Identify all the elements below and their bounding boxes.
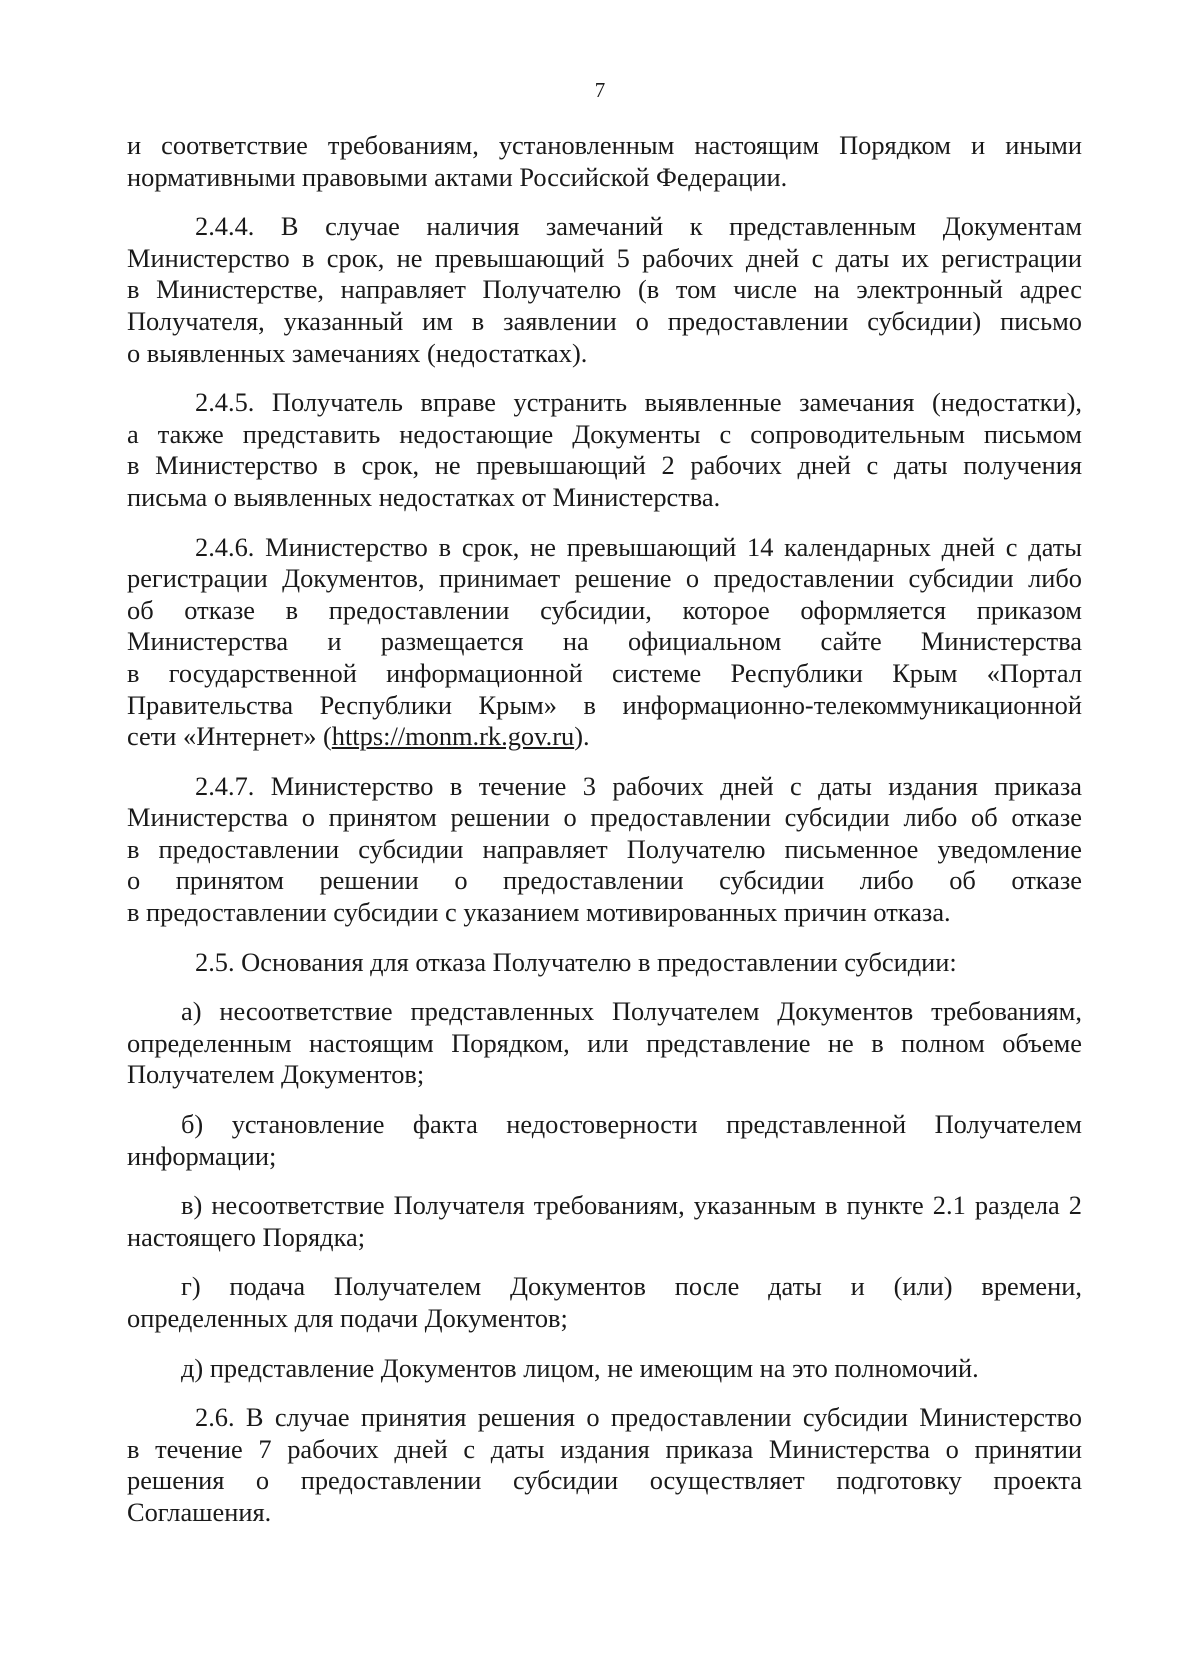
text-line: г) подача Получателем Документов после даты и (или) времени,	[181, 1271, 1082, 1302]
list-item-v	[127, 1190, 1082, 1253]
text-line: Соглашения.	[127, 1496, 272, 1527]
text-line: в Министерстве, направляет Получателю (в том числе на электронный адрес	[127, 274, 1082, 305]
text-line: о принятом решении о предоставлении субсидии либо об отказе	[127, 865, 1082, 896]
text-line: определенных для подачи Документов;	[127, 1303, 568, 1333]
text-fragment: ).	[574, 721, 590, 752]
list-item-b	[127, 1109, 1082, 1172]
text-line: в Министерство в срок, не превышающий 2 рабочих дней с даты получения	[127, 450, 1082, 481]
text-line: в предоставлении субсидии с указанием мотивированных причин отказа.	[127, 897, 951, 928]
text-fragment: сети «Интернет» (	[127, 721, 332, 752]
paragraph-2-4-6	[127, 532, 1082, 753]
text-line: в предоставлении субсидии направляет Получателю письменное уведомление	[127, 833, 1082, 864]
text-line	[127, 721, 1082, 753]
document-body	[127, 130, 1082, 1547]
text-line: 2.4.5. Получатель вправе устранить выявленные замечания (недостатки),	[195, 387, 1082, 418]
paragraph-2-5	[127, 947, 1082, 979]
text-line: Министерства о принятом решении о предоставлении субсидии либо об отказе	[127, 802, 1082, 833]
text-line: настоящего Порядка;	[127, 1221, 366, 1252]
text-line: Министерство в срок, не превышающий 5 рабочих дней с даты их регистрации	[127, 242, 1082, 273]
text-line: 2.4.7. Министерство в течение 3 рабочих дней с даты издания приказа	[195, 770, 1082, 801]
list-item-g	[127, 1271, 1082, 1334]
text-line: информации;	[127, 1140, 277, 1171]
text-line: о выявленных замечаниях (недостатках).	[127, 337, 588, 368]
text-line: Правительства Республики Крым» в информационно-телекоммуникационной	[127, 689, 1082, 720]
text-line: 2.5. Основания для отказа Получателю в предоставлении субсидии:	[195, 946, 957, 977]
text-line: решения о предоставлении субсидии осуществляет подготовку проекта	[127, 1465, 1082, 1496]
text-line: Получателем Документов;	[127, 1059, 425, 1090]
paragraph-2-4-5	[127, 387, 1082, 513]
text-line: определенным настоящим Порядком, или представление не в полном объеме	[127, 1027, 1082, 1058]
paragraph-2-4-7	[127, 771, 1082, 929]
page-number: 7	[594, 78, 606, 102]
list-item-a	[127, 996, 1082, 1091]
paragraph-2-4-4	[127, 211, 1082, 369]
text-line: и соответствие требованиям, установленным настоящим Порядком и иными	[127, 130, 1082, 160]
text-line: 2.4.6. Министерство в срок, не превышающий 14 календарных дней с даты	[195, 531, 1082, 562]
website-link[interactable]: https://monm.rk.gov.ru	[331, 721, 575, 752]
text-line: д) представление Документов лицом, не имеющим на это полномочий.	[181, 1352, 979, 1383]
text-line: а) несоответствие представленных Получателем Документов требованиям,	[181, 996, 1082, 1027]
paragraph-continuation	[127, 130, 1082, 193]
paragraph-2-6	[127, 1402, 1082, 1528]
text-line: б) установление факта недостоверности представленной Получателем	[181, 1109, 1082, 1140]
text-line: регистрации Документов, принимает решение о предоставлении субсидии либо	[127, 563, 1082, 594]
text-line: 2.6. В случае принятия решения о предоставлении субсидии Министерство	[195, 1402, 1082, 1433]
list-item-d	[127, 1353, 1082, 1385]
text-line: письма о выявленных недостатках от Министерства.	[127, 481, 721, 512]
text-line: Министерства и размещается на официальном сайте Министерства	[127, 626, 1082, 657]
text-line: а также представить недостающие Документы с сопроводительным письмом	[127, 418, 1082, 449]
text-line: 2.4.4. В случае наличия замечаний к представленным Документам	[195, 211, 1082, 242]
text-line: в) несоответствие Получателя требованиям, указанным в пункте 2.1 раздела 2	[181, 1190, 1082, 1221]
text-line: об отказе в предоставлении субсидии, которое оформляется приказом	[127, 594, 1082, 625]
text-line: в течение 7 рабочих дней с даты издания приказа Министерства о принятии	[127, 1433, 1082, 1464]
text-line: в государственной информационной системе Республики Крым «Портал	[127, 657, 1082, 688]
text-line: Получателя, указанный им в заявлении о предоставлении субсидии) письмо	[127, 305, 1082, 336]
text-line: нормативными правовыми актами Российской Федерации.	[127, 161, 788, 192]
